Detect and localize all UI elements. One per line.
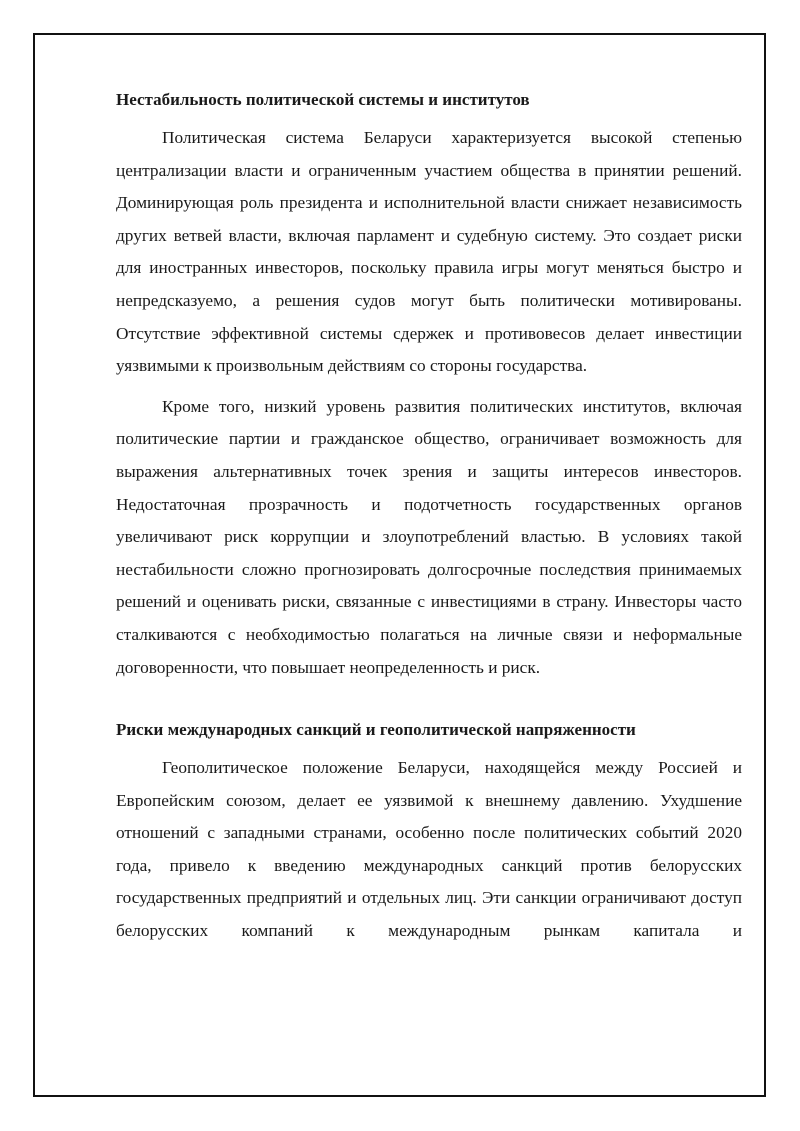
paragraph-political-institutions: Кроме того, низкий уровень развития политических институтов, включая политические партии и гражданское общество, ограничивает возможность для выражения альтернативных точек зрения и защиты интересов инвесторов. Недостаточная прозрачность и подотчетность государственных органов увеличивают риск коррупции и злоупотреблений властью. В условиях такой нестабильности сложно прогнозировать долгосрочные последствия принимаемых решений и оценивать риски, связанные с инвестициями в страну. Инвесторы часто сталкиваются с необходимостью полагаться на личные связи и неформальные договоренности, что повышает неопределенность и риск. <box>116 396 742 677</box>
paragraph-geopolitical-position: Геополитическое положение Беларуси, находящейся между Россией и Европейским союзом, делает ее уязвимой к внешнему давлению. Ухудшение отношений с западными странами, особенно после политических событий 2020 года, привело к введению международных санкций против белорусских государственных предприятий и отдельных лиц. Эти санкции ограничивают доступ белорусских компаний к международным рынкам капитала и <box>116 758 742 941</box>
paragraph-political-system: Политическая система Беларуси характеризуется высокой степенью централизации власти и ограниченным участием общества в принятии решений. Доминирующая роль президента и исполнительной власти снижает независимость других ветвей власти, включая парламент и судебную систему. Это создает риски для иностранных инвесторов, поскольку правила игры могут меняться быстро и непредсказуемо, а решения судов могут быть политически мотивированы. Отсутствие эффективной системы сдержек и противовесов делает инвестиции уязвимыми к произвольным действиям со стороны государства. <box>116 128 742 376</box>
section-heading-sanctions-risks: Риски международных санкций и геополитической напряженности <box>116 720 636 740</box>
document-body <box>116 88 742 956</box>
section-heading-political-instability: Нестабильность политической системы и институтов <box>116 90 530 109</box>
